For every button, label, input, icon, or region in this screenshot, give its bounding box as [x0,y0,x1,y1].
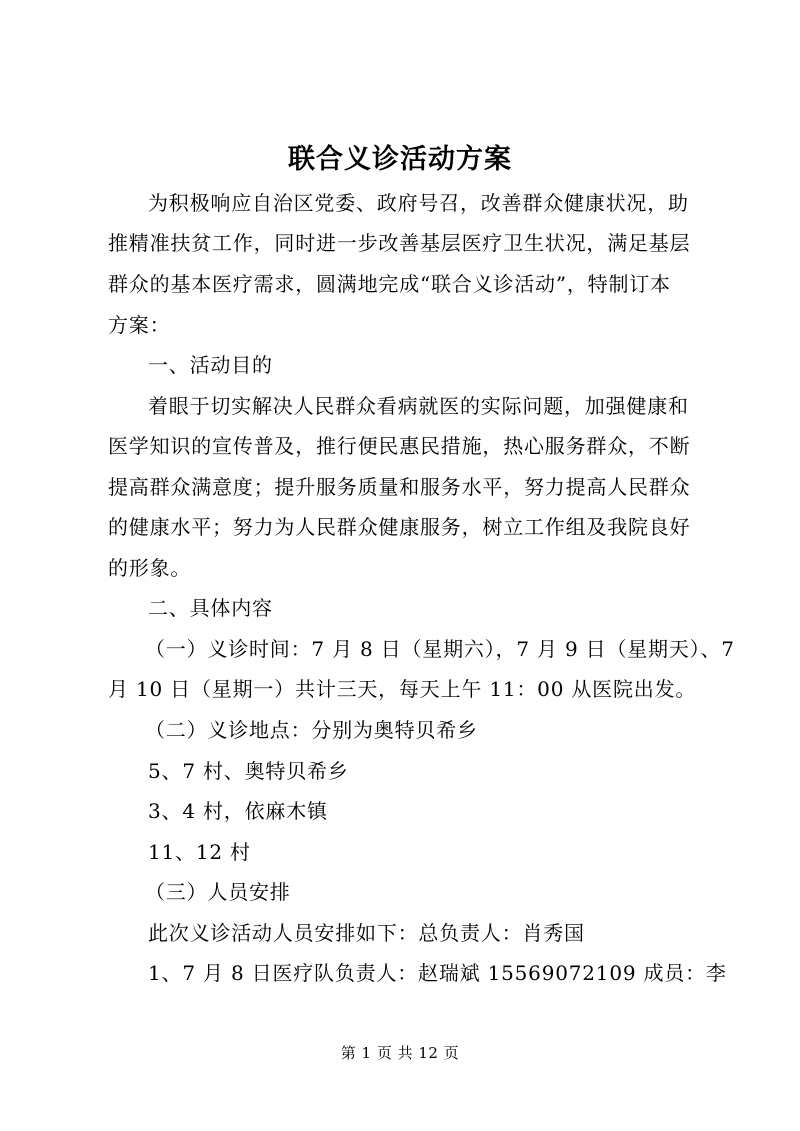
section-heading: 一、活动目的 [148,353,273,377]
paragraph-line: 为积极响应自治区党委、政府号召，改善群众健康状况，助 [148,191,689,215]
section-heading: （三）人员安排 [145,880,291,904]
document-title: 联合义诊活动方案 [288,144,512,175]
page-number-footer: 第 1 页 共 12 页 [340,1044,460,1062]
paragraph-line: 医学知识的宣传普及，推行便民惠民措施，热心服务群众，不断 [108,434,691,458]
paragraph-line: 1、7 月 8 日医疗队负责人：赵瑞斌 15569072109 成员：李 [148,961,727,985]
paragraph-line: 3、4 村，依麻木镇 [148,799,328,823]
paragraph-line: 提高群众满意度；提升服务质量和服务水平，努力提高人民群众 [108,475,691,499]
paragraph-line: 此次义诊活动人员安排如下：总负责人：肖秀国 [148,921,585,945]
paragraph-line: 11、12 村 [148,840,251,864]
paragraph-line: 5、7 村、奥特贝希乡 [148,759,349,783]
paragraph-line: 推精准扶贫工作，同时进一步改善基层医疗卫生状况，满足基层 [108,231,691,255]
paragraph-line: （二）义诊地点：分别为奥特贝希乡 [145,718,478,742]
section-heading: 二、具体内容 [148,596,273,620]
paragraph-line: 群众的基本医疗需求，圆满地完成“联合义诊活动”，特制订本 [108,272,671,296]
paragraph-line: （一）义诊时间：7 月 8 日（星期六），7 月 9 日（星期天）、7 [145,637,735,661]
paragraph-line: 月 10 日（星期一）共计三天，每天上午 11：00 从医院出发。 [108,677,697,701]
paragraph-line: 的健康水平；努力为人民群众健康服务，树立工作组及我院良好 [108,515,691,539]
paragraph-line: 着眼于切实解决人民群众看病就医的实际问题，加强健康和 [148,394,689,418]
paragraph-line: 方案： [108,313,171,337]
paragraph-line: 的形象。 [108,556,192,580]
